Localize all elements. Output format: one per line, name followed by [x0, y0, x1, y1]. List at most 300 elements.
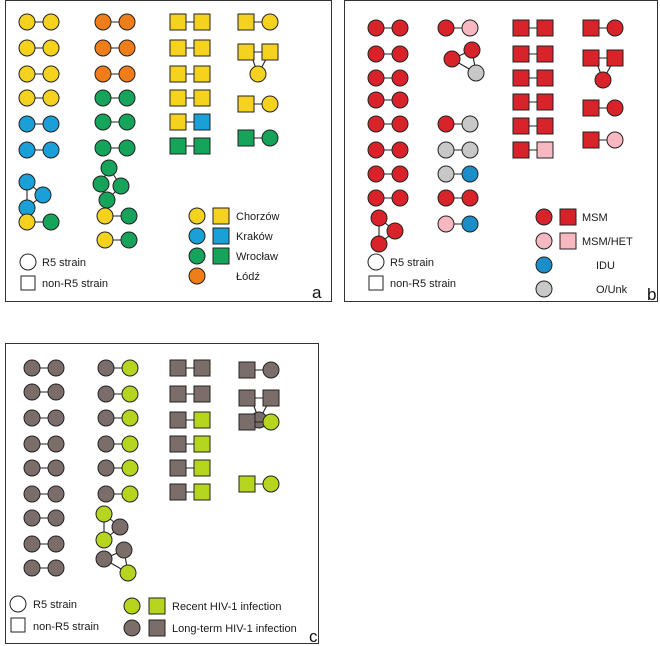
node-circle — [97, 208, 113, 224]
cluster — [19, 174, 51, 216]
node-circle — [113, 178, 129, 194]
node-circle — [392, 142, 408, 158]
legend-label: Łódź — [236, 271, 260, 283]
node-circle — [43, 90, 59, 106]
node-circle — [95, 90, 111, 106]
node-circle — [368, 142, 384, 158]
node-circle — [24, 410, 40, 426]
cluster — [170, 460, 210, 476]
cluster — [170, 40, 210, 56]
node-square — [194, 484, 210, 500]
legend-label: Wrocław — [236, 251, 278, 263]
node-circle — [48, 510, 64, 526]
cluster — [95, 66, 135, 82]
cluster — [238, 96, 278, 112]
node-circle — [24, 536, 40, 552]
cluster — [24, 436, 64, 452]
r5-legend-circle — [10, 596, 26, 612]
node-circle — [368, 116, 384, 132]
node-square — [194, 66, 210, 82]
node-circle — [43, 116, 59, 132]
node-square — [238, 96, 254, 112]
cluster — [238, 14, 278, 30]
node-square — [583, 100, 599, 116]
node-circle — [43, 66, 59, 82]
cluster — [24, 360, 64, 376]
node-square — [170, 90, 186, 106]
panel-a-legend-items — [189, 208, 279, 284]
cluster — [513, 70, 553, 86]
node-circle — [119, 14, 135, 30]
cluster — [438, 190, 478, 206]
node-circle — [119, 40, 135, 56]
cluster — [583, 50, 623, 88]
node-square — [170, 484, 186, 500]
node-square — [537, 70, 553, 86]
node-circle — [48, 536, 64, 552]
legend-swatch-circle — [536, 257, 552, 273]
node-square — [513, 118, 529, 134]
node-circle — [122, 436, 138, 452]
node-circle — [119, 90, 135, 106]
node-circle — [438, 216, 454, 232]
cluster — [583, 100, 623, 116]
cluster — [368, 142, 408, 158]
node-circle — [120, 565, 136, 581]
node-circle — [19, 40, 35, 56]
r5-legend-label: R5 strain — [33, 599, 78, 611]
panel-a-label: a — [312, 283, 322, 302]
legend-label: Recent HIV-1 infection — [172, 601, 282, 613]
legend-item — [536, 233, 633, 249]
cluster — [24, 536, 64, 552]
node-circle — [122, 360, 138, 376]
node-circle — [607, 132, 623, 148]
cluster — [24, 410, 64, 426]
node-circle — [43, 214, 59, 230]
node-square — [239, 414, 255, 430]
node-square — [194, 40, 210, 56]
panel-c-label: c — [309, 627, 318, 646]
node-circle — [607, 20, 623, 36]
r5-legend-circle — [20, 254, 36, 270]
node-square — [537, 94, 553, 110]
node-circle — [98, 460, 114, 476]
nonr5-legend-label: non-R5 strain — [390, 278, 457, 290]
cluster — [19, 142, 59, 158]
legend-item — [189, 268, 260, 284]
legend-swatch-square — [560, 233, 576, 249]
node-circle — [438, 116, 454, 132]
node-square — [170, 386, 186, 402]
panel-c-legend-items — [124, 598, 297, 636]
cluster — [513, 46, 553, 62]
node-square — [537, 46, 553, 62]
node-circle — [19, 214, 35, 230]
node-square — [194, 412, 210, 428]
panel-b — [368, 20, 656, 304]
node-square — [194, 114, 210, 130]
node-circle — [368, 190, 384, 206]
node-circle — [43, 142, 59, 158]
node-circle — [262, 130, 278, 146]
cluster — [98, 486, 138, 502]
node-square — [170, 14, 186, 30]
node-circle — [98, 360, 114, 376]
cluster — [98, 410, 138, 426]
node-circle — [48, 384, 64, 400]
legend-label: Kraków — [236, 231, 273, 243]
r5-legend-circle — [368, 254, 384, 270]
node-square — [239, 476, 255, 492]
cluster — [24, 560, 64, 576]
node-square — [239, 362, 255, 378]
node-square — [513, 46, 529, 62]
legend-item — [536, 257, 615, 273]
node-square — [583, 132, 599, 148]
node-square — [170, 66, 186, 82]
node-square — [170, 412, 186, 428]
nonr5-legend-square — [21, 276, 35, 290]
legend-item — [124, 620, 297, 636]
legend-item — [189, 248, 278, 264]
r5-legend-label: R5 strain — [42, 257, 87, 269]
node-circle — [368, 92, 384, 108]
legend-label: O/Unk — [596, 284, 628, 296]
node-square — [170, 40, 186, 56]
legend-swatch-circle — [124, 598, 140, 614]
cluster — [19, 90, 59, 106]
node-circle — [392, 190, 408, 206]
node-square — [583, 20, 599, 36]
node-circle — [122, 410, 138, 426]
cluster — [368, 92, 408, 108]
cluster — [368, 116, 408, 132]
nonr5-legend-label: non-R5 strain — [42, 278, 109, 290]
node-square — [537, 118, 553, 134]
node-circle — [96, 506, 112, 522]
node-circle — [98, 436, 114, 452]
node-circle — [392, 46, 408, 62]
node-circle — [462, 166, 478, 182]
node-square — [537, 142, 553, 158]
cluster — [98, 460, 138, 476]
node-square — [513, 20, 529, 36]
cluster — [97, 208, 137, 224]
cluster — [19, 40, 59, 56]
node-circle — [263, 414, 279, 430]
node-circle — [438, 190, 454, 206]
node-circle — [387, 223, 403, 239]
node-circle — [392, 116, 408, 132]
node-square — [170, 138, 186, 154]
node-circle — [607, 100, 623, 116]
node-circle — [438, 142, 454, 158]
node-circle — [48, 360, 64, 376]
node-square — [194, 436, 210, 452]
cluster — [438, 116, 478, 132]
node-square — [194, 90, 210, 106]
node-circle — [98, 486, 114, 502]
legend-item — [536, 209, 608, 225]
legend-swatch-square — [560, 209, 576, 225]
legend-swatch-square — [213, 208, 229, 224]
panel-b-legend — [368, 209, 633, 297]
node-square — [537, 20, 553, 36]
cluster — [170, 412, 210, 428]
cluster — [170, 90, 210, 106]
cluster — [24, 384, 64, 400]
node-circle — [464, 42, 480, 58]
cluster — [95, 114, 135, 130]
node-circle — [444, 51, 460, 67]
legend-swatch-square — [149, 598, 165, 614]
node-square — [262, 44, 278, 60]
cluster — [170, 66, 210, 82]
node-square — [607, 50, 623, 66]
cluster — [170, 138, 210, 154]
cluster — [170, 360, 210, 376]
node-square — [170, 460, 186, 476]
node-circle — [24, 510, 40, 526]
legend-swatch-square — [213, 228, 229, 244]
panel-c — [10, 360, 318, 646]
node-circle — [462, 216, 478, 232]
cluster — [24, 486, 64, 502]
panel-b-label: b — [647, 285, 657, 304]
node-circle — [392, 166, 408, 182]
node-circle — [95, 114, 111, 130]
node-square — [194, 14, 210, 30]
legend-label: Chorzów — [236, 211, 280, 223]
cluster — [93, 160, 129, 208]
cluster — [368, 70, 408, 86]
cluster — [513, 94, 553, 110]
cluster — [513, 20, 553, 36]
legend-swatch-circle — [536, 209, 552, 225]
cluster — [95, 40, 135, 56]
node-circle — [24, 436, 40, 452]
cluster — [98, 386, 138, 402]
cluster — [371, 210, 403, 252]
node-circle — [121, 232, 137, 248]
node-circle — [93, 176, 109, 192]
node-circle — [101, 160, 117, 176]
cluster — [95, 90, 135, 106]
cluster — [170, 386, 210, 402]
cluster — [513, 118, 553, 134]
node-circle — [48, 560, 64, 576]
node-circle — [121, 208, 137, 224]
node-square — [194, 138, 210, 154]
node-square — [194, 360, 210, 376]
nonr5-legend-label: non-R5 strain — [33, 621, 100, 633]
panel-a — [19, 14, 322, 302]
legend-item — [124, 598, 281, 614]
node-circle — [24, 486, 40, 502]
legend-swatch-square — [149, 620, 165, 636]
node-square — [263, 390, 279, 406]
node-square — [170, 436, 186, 452]
legend-swatch-circle — [536, 233, 552, 249]
cluster — [444, 42, 484, 81]
node-circle — [116, 542, 132, 558]
node-circle — [368, 166, 384, 182]
legend-label: Long-term HIV-1 infection — [172, 623, 297, 635]
legend-swatch-circle — [189, 268, 205, 284]
node-square — [194, 460, 210, 476]
node-circle — [43, 40, 59, 56]
cluster — [513, 142, 553, 158]
node-circle — [122, 486, 138, 502]
node-circle — [24, 460, 40, 476]
node-circle — [95, 140, 111, 156]
node-circle — [250, 66, 266, 82]
node-circle — [368, 46, 384, 62]
node-circle — [438, 20, 454, 36]
node-square — [194, 386, 210, 402]
node-circle — [96, 532, 112, 548]
cluster — [238, 44, 278, 82]
node-square — [513, 142, 529, 158]
legend-item — [536, 281, 628, 297]
legend-label: MSM — [582, 212, 608, 224]
node-circle — [19, 174, 35, 190]
cluster — [368, 46, 408, 62]
legend-label: IDU — [596, 260, 615, 272]
cluster — [438, 142, 478, 158]
cluster — [368, 166, 408, 182]
panel-b-legend-items — [536, 209, 633, 297]
panel-c-legend — [10, 596, 297, 636]
panel-c-clusters — [24, 360, 279, 581]
node-square — [513, 94, 529, 110]
cluster — [98, 360, 138, 376]
node-circle — [112, 519, 128, 535]
node-square — [238, 44, 254, 60]
node-circle — [122, 386, 138, 402]
node-circle — [462, 20, 478, 36]
legend-item — [189, 228, 273, 244]
cluster — [238, 130, 278, 146]
node-square — [170, 360, 186, 376]
node-circle — [95, 40, 111, 56]
node-circle — [438, 166, 454, 182]
cluster — [239, 476, 279, 492]
node-circle — [95, 14, 111, 30]
node-circle — [99, 192, 115, 208]
node-circle — [368, 20, 384, 36]
node-square — [238, 130, 254, 146]
cluster — [24, 510, 64, 526]
node-circle — [462, 190, 478, 206]
cluster — [24, 460, 64, 476]
legend-label: MSM/HET — [582, 236, 633, 248]
node-circle — [43, 14, 59, 30]
node-circle — [24, 384, 40, 400]
node-circle — [392, 20, 408, 36]
cluster — [239, 362, 279, 378]
node-circle — [19, 14, 35, 30]
node-circle — [262, 96, 278, 112]
legend-swatch-circle — [124, 620, 140, 636]
node-circle — [262, 14, 278, 30]
node-circle — [48, 410, 64, 426]
cluster — [95, 14, 135, 30]
nonr5-legend-square — [369, 276, 383, 290]
node-circle — [368, 70, 384, 86]
cluster — [170, 484, 210, 500]
cluster — [438, 216, 478, 232]
node-circle — [48, 460, 64, 476]
legend-swatch-circle — [189, 248, 205, 264]
cluster — [368, 20, 408, 36]
node-circle — [263, 476, 279, 492]
legend-swatch-square — [213, 248, 229, 264]
node-circle — [119, 66, 135, 82]
node-circle — [97, 232, 113, 248]
cluster — [170, 436, 210, 452]
legend-item — [189, 208, 279, 224]
node-circle — [19, 66, 35, 82]
cluster — [19, 66, 59, 82]
node-circle — [468, 65, 484, 81]
cluster — [368, 190, 408, 206]
cluster — [98, 436, 138, 452]
node-circle — [371, 210, 387, 226]
node-circle — [119, 114, 135, 130]
legend-swatch-circle — [189, 228, 205, 244]
node-circle — [24, 360, 40, 376]
node-square — [170, 114, 186, 130]
node-square — [238, 14, 254, 30]
node-circle — [371, 236, 387, 252]
node-circle — [122, 460, 138, 476]
node-circle — [19, 116, 35, 132]
node-square — [513, 70, 529, 86]
node-circle — [95, 66, 111, 82]
node-circle — [462, 116, 478, 132]
node-square — [583, 50, 599, 66]
node-circle — [98, 386, 114, 402]
node-square — [239, 390, 255, 406]
node-circle — [19, 142, 35, 158]
cluster — [438, 166, 478, 182]
cluster — [583, 20, 623, 36]
node-circle — [392, 70, 408, 86]
node-circle — [96, 551, 112, 567]
r5-legend-label: R5 strain — [390, 257, 435, 269]
node-circle — [48, 486, 64, 502]
cluster — [170, 14, 210, 30]
node-circle — [35, 187, 51, 203]
node-circle — [98, 410, 114, 426]
legend-swatch-circle — [189, 208, 205, 224]
cluster — [19, 116, 59, 132]
cluster — [583, 132, 623, 148]
node-circle — [119, 140, 135, 156]
node-circle — [24, 560, 40, 576]
cluster — [97, 232, 137, 248]
node-circle — [595, 72, 611, 88]
node-circle — [392, 92, 408, 108]
node-circle — [263, 362, 279, 378]
cluster — [170, 114, 210, 130]
cluster — [19, 14, 59, 30]
legend-swatch-circle — [536, 281, 552, 297]
nonr5-legend-square — [11, 618, 25, 632]
cluster — [19, 214, 59, 230]
